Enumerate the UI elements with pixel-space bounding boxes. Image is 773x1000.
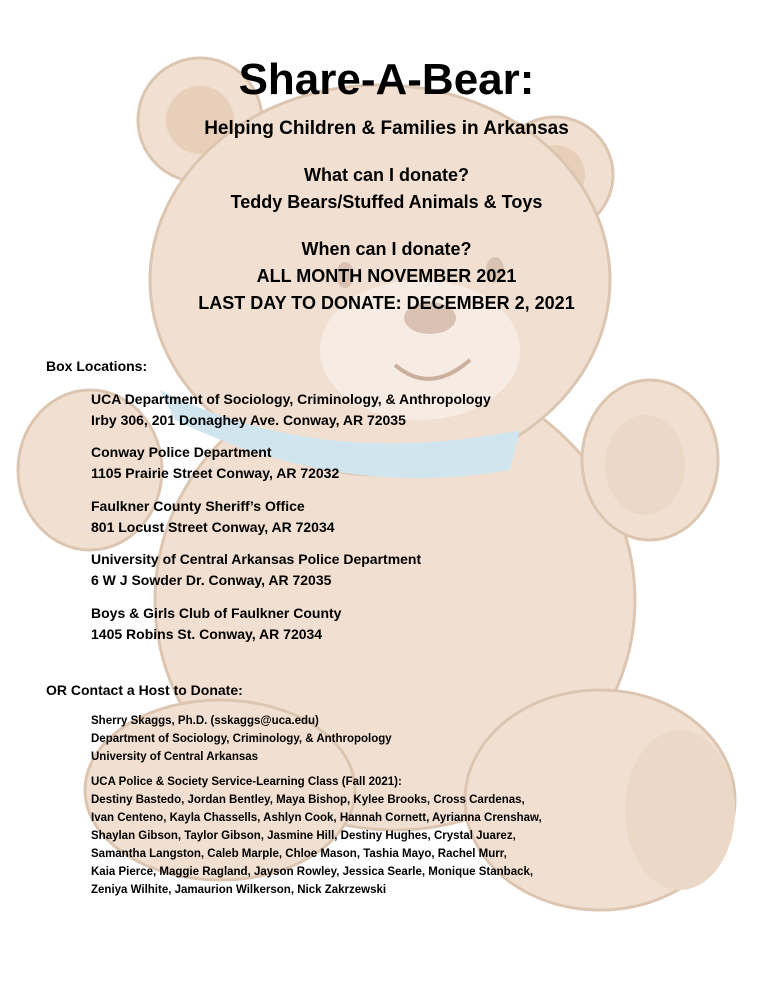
host-name-email: Sherry Skaggs, Ph.D. (sskaggs@uca.edu)	[91, 715, 319, 727]
flyer-subtitle: Helping Children & Families in Arkansas	[204, 118, 569, 139]
location-address: 6 W J Sowder Dr. Conway, AR 72035	[91, 572, 332, 588]
location-name: University of Central Arkansas Police Department	[91, 551, 422, 567]
donate-deadline: LAST DAY TO DONATE: DECEMBER 2, 2021	[198, 293, 575, 313]
donate-what-answer: Teddy Bears/Stuffed Animals & Toys	[230, 192, 543, 212]
location-item	[91, 549, 421, 591]
host-department: Department of Sociology, Criminology, & Anthropology	[91, 733, 392, 745]
student-names-line: Samantha Langston, Caleb Marple, Chloe Mason, Tashia Mayo, Rachel Murr,	[91, 848, 507, 860]
location-item	[91, 389, 491, 431]
donate-what-section	[0, 162, 773, 216]
location-item	[91, 496, 335, 538]
location-name: Conway Police Department	[91, 444, 272, 460]
student-names-line: Zeniya Wilhite, Jamaurion Wilkerson, Nick Zakrzewski	[91, 884, 387, 896]
donate-when-question: When can I donate?	[301, 239, 472, 259]
host-class	[91, 773, 691, 899]
donate-when-section	[0, 236, 773, 317]
location-address: 801 Locust Street Conway, AR 72034	[91, 519, 335, 535]
student-names-line: Kaia Pierce, Maggie Ragland, Jayson Rowley, Jessica Searle, Monique Stanback,	[91, 866, 534, 878]
student-names-line: Ivan Centeno, Kayla Chassells, Ashlyn Cook, Hannah Cornett, Ayrianna Crenshaw,	[91, 812, 542, 824]
location-item	[91, 603, 341, 645]
host-contact	[91, 712, 392, 766]
donate-when-period: ALL MONTH NOVEMBER 2021	[256, 266, 517, 286]
student-names-line: Shaylan Gibson, Taylor Gibson, Jasmine Hill, Destiny Hughes, Crystal Juarez,	[91, 830, 516, 842]
host-class-heading: UCA Police & Society Service-Learning Class (Fall 2021):	[91, 776, 402, 788]
location-item	[91, 442, 339, 484]
location-address: 1105 Prairie Street Conway, AR 72032	[91, 465, 340, 481]
hosts-heading: OR Contact a Host to Donate:	[46, 682, 243, 698]
location-address: 1405 Robins St. Conway, AR 72034	[91, 626, 323, 642]
location-name: Faulkner County Sheriff’s Office	[91, 498, 305, 514]
host-university: University of Central Arkansas	[91, 751, 259, 763]
donate-what-question: What can I donate?	[303, 165, 469, 185]
location-name: Boys & Girls Club of Faulkner County	[91, 605, 342, 621]
location-name: UCA Department of Sociology, Criminology, & Anthropology	[91, 391, 491, 407]
student-names-line: Destiny Bastedo, Jordan Bentley, Maya Bishop, Kylee Brooks, Cross Cardenas,	[91, 794, 525, 806]
location-address: Irby 306, 201 Donaghey Ave. Conway, AR 72035	[91, 412, 406, 428]
flyer-title: Share-A-Bear:	[238, 55, 535, 104]
box-locations-heading: Box Locations:	[46, 358, 148, 374]
